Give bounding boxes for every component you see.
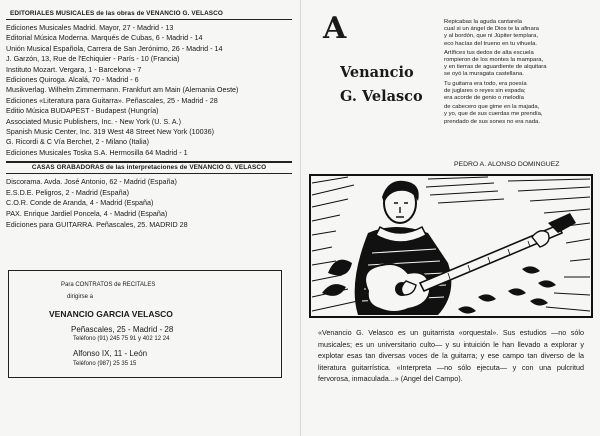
artist-name-line2: G. Velasco — [340, 88, 423, 105]
poem-stanza — [444, 50, 600, 79]
list-item: Unión Musical Española, Carrera de San Jerónimo, 26 - Madrid - 14 — [6, 43, 223, 53]
poem-stanza — [444, 19, 600, 48]
list-item: Ediciones Quiroga. Alcalá, 70 - Madrid - 6 — [6, 75, 139, 85]
poem-stanza — [444, 104, 600, 126]
left-panel — [6, 10, 292, 230]
list-item: Spanish Music Center, Inc. 319 West 48 Street New York (10036) — [6, 127, 215, 137]
list-item: C.O.R. Conde de Aranda, 4 - Madrid (España) — [6, 198, 154, 208]
poem-line: prendado de sus sones no era nada. — [444, 118, 540, 125]
contact-address-madrid: Peñascales, 25 - Madrid - 28 — [71, 325, 174, 334]
list-item: Ediciones Musicales Toska S.A. Hermosilla 64 Madrid - 1 — [6, 147, 188, 157]
poem-line: Tu guitarra era todo, era poesía — [444, 80, 527, 87]
list-item: Editorial Música Moderna. Marqués de Cubas, 6 - Madrid - 14 — [6, 33, 203, 43]
list-item: Ediciones Musicales Madrid. Mayor, 27 - Madrid - 13 — [6, 23, 174, 32]
poem-line: Artífices tus dedos de alta escuela — [444, 49, 534, 56]
list-item: Editio Música BUDAPEST - Budapest (Hungría) — [6, 106, 159, 116]
contact-name: VENANCIO GARCIA VELASCO — [49, 309, 173, 319]
list-item: J. Garzón, 13, Rue de l'Echiquier - París - 10 (Francia) — [6, 54, 180, 64]
contact-intro: Para CONTRATOS de RECITALES — [61, 282, 156, 288]
list-item: Instituto Mozart. Vergara, 1 - Barcelona - 7 — [6, 64, 142, 74]
poem-line: se oyó la muragata castellana. — [444, 71, 524, 78]
contact-address-leon: Alfonso IX, 11 - León — [73, 349, 148, 358]
contact-direct: dirigirse a — [67, 294, 94, 300]
poem-line: de juglares o reyes sin espada; — [444, 87, 526, 94]
recorders-title: CASAS GRABADORAS de las interpretaciones de VENANCIO G. VELASCO — [6, 161, 292, 174]
poem-line: y al bordón, que ni Júpiter templara, — [444, 33, 538, 40]
poem-signature: PEDRO A. ALONSO DOMINGUEZ — [454, 161, 560, 168]
poem-line: rompieron de los montes la mampara, — [444, 57, 544, 64]
poem-line: de cabecero que gime en la majada, — [444, 104, 540, 111]
artist-description: «Venancio G. Velasco es un guitarrista «orquestal». Sus estudios —no sólo musicales; es un universitario culto— y su intuición le han llevado a explorar y explotar esas tan diversas voces de la guitarra; y ese campo tan diverso de la literatura guitarrística. «Interpreta —no sólo ejecuta— y con una pulcritud fervorosa, inmaculada...» (Angel del Campo). — [318, 328, 584, 384]
decorative-initial: A — [323, 11, 347, 46]
publishers-title: EDITORIALES MUSICALES de las obras de VENANCIO G. VELASCO — [6, 10, 292, 20]
poem-line: y en tierras de aguardiente de alquitara — [444, 64, 547, 71]
poem — [444, 19, 600, 128]
poem-stanza — [444, 81, 600, 103]
list-item: Ediciones «Literatura para Guitarra». Peñascales, 25 - Madrid - 28 — [6, 95, 218, 105]
publishers-list — [6, 23, 292, 158]
list-item: Musikverlag. Wilhelm Zimmermann. Frankfurt am Main (Alemania Oeste) — [6, 85, 239, 95]
poem-line: y yo, que de sus cuerdas me prendía, — [444, 111, 543, 118]
list-item: Associated Music Publishers, Inc. - New York (U. S. A.) — [6, 116, 181, 126]
poem-line: Repicabas la aguda cantarela — [444, 19, 522, 25]
contact-phone-leon: Teléfono (987) 25 35 15 — [73, 361, 137, 367]
list-item: E.S.D.E. Peligros, 2 - Madrid (España) — [6, 187, 130, 197]
poem-line: eco hacías del trueno en tu vihuela. — [444, 40, 538, 47]
guitar-editions-line: Ediciones para GUITARRA. Peñascales, 25. MADRID 28 — [6, 219, 188, 229]
center-fold — [300, 0, 301, 436]
poem-line: cual si un ángel de Dios te la afinara — [444, 26, 539, 33]
contact-phone-madrid: Teléfono (91) 245 75 91 y 402 12 24 — [73, 336, 170, 342]
list-item: PAX. Enrique Jardiel Poncela, 4 - Madrid (España) — [6, 208, 168, 218]
poem-line: era acorde de genio o melodía — [444, 95, 524, 102]
list-item: G. Ricordi & C Vía Berchet, 2 - Milano (Italia) — [6, 137, 149, 147]
artist-name-line1: Venancio — [340, 64, 414, 81]
list-item: Discorama. Avda. José Antonio, 62 - Madrid (España) — [6, 177, 177, 187]
contact-box — [8, 270, 282, 378]
recorders-list — [6, 177, 292, 219]
guitarist-woodcut-illustration — [308, 173, 594, 319]
